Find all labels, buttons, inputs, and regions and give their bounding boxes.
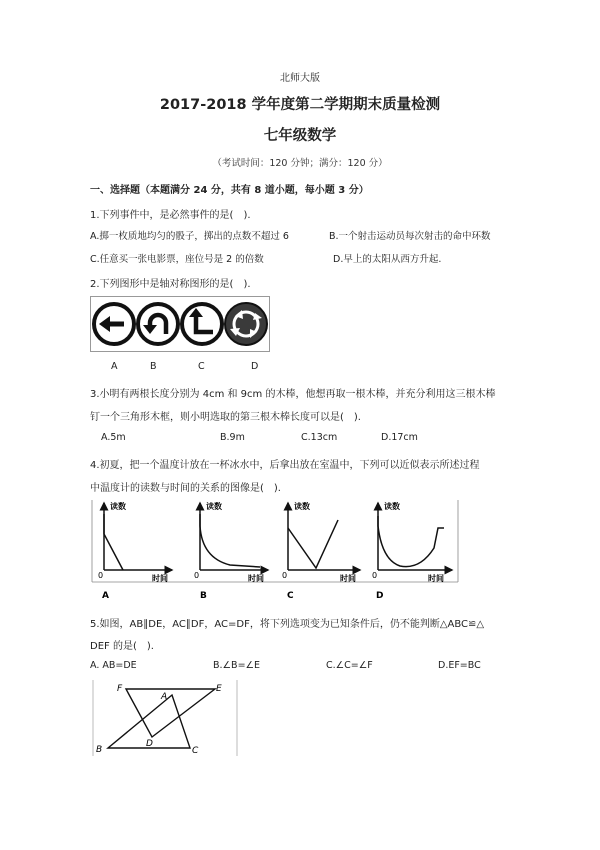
left-arrow-icon bbox=[94, 304, 134, 344]
graph-a-origin: 0 bbox=[98, 571, 104, 580]
graph-b-label: B bbox=[200, 591, 207, 601]
graph-d-label: D bbox=[376, 591, 384, 601]
graph-b-x-label: 时间 bbox=[248, 574, 264, 583]
q2-figure bbox=[90, 296, 270, 352]
q2-label-b: B bbox=[150, 361, 157, 372]
point-a-label: A bbox=[161, 692, 168, 702]
q2-label-c: C bbox=[198, 361, 205, 372]
graph-b-y-label: 读数 bbox=[206, 502, 222, 511]
graph-a-x-label: 时间 bbox=[152, 574, 168, 583]
graph-d-origin: 0 bbox=[372, 571, 378, 580]
graph-c-label: C bbox=[287, 591, 294, 601]
u-turn-icon bbox=[138, 304, 178, 344]
roundabout-icon bbox=[225, 303, 267, 345]
q4-graphs bbox=[90, 498, 460, 602]
graph-c bbox=[282, 501, 360, 601]
graph-c-x-label: 时间 bbox=[340, 574, 356, 583]
q5-option-b: B.∠B=∠E bbox=[213, 660, 261, 671]
graph-c-y-label: 读数 bbox=[294, 502, 310, 511]
q5-figure bbox=[90, 678, 240, 758]
graph-d-y-label: 读数 bbox=[384, 502, 400, 511]
point-d-label: D bbox=[146, 739, 153, 749]
q3-option-d: D.17cm bbox=[381, 432, 418, 443]
point-c-label: C bbox=[192, 746, 199, 756]
graph-a-y-label: 读数 bbox=[110, 502, 126, 511]
point-e-label: E bbox=[216, 684, 222, 694]
q4-line2: 中温度计的读数与时间的关系的图像是( ). bbox=[90, 483, 281, 494]
edition-label: 北师大版 bbox=[280, 73, 320, 84]
graph-a-label: A bbox=[102, 591, 109, 601]
q5-line1: 5.如图，AB∥DE，AC∥DF，AC=DF，将下列选项变为已知条件后，仍不能判断△ABC≌△ bbox=[90, 619, 485, 630]
graph-b bbox=[194, 501, 268, 601]
q3-option-a: A.5m bbox=[101, 432, 126, 443]
q3-line2: 钉一个三角形木框，则小明选取的第三根木棒长度可以是( ). bbox=[90, 412, 361, 423]
turn-arrow-icon bbox=[182, 304, 222, 344]
graph-a bbox=[98, 501, 172, 601]
q5-line2: DEF 的是( ). bbox=[90, 641, 154, 652]
q5-option-c: C.∠C=∠F bbox=[326, 660, 373, 671]
q1-option-b: B.一个射击运动员每次射击的命中环数 bbox=[329, 231, 491, 242]
q1-option-a: A.掷一枚质地均匀的骰子，掷出的点数不超过 6 bbox=[90, 231, 289, 242]
graph-c-origin: 0 bbox=[282, 571, 288, 580]
graph-d bbox=[372, 501, 452, 601]
q1-stem: 1.下列事件中，是必然事件的是( ). bbox=[90, 210, 251, 221]
point-f-label: F bbox=[117, 684, 123, 694]
page-subtitle: 七年级数学 bbox=[263, 128, 337, 144]
section-heading: 一、选择题（本题满分 24 分，共有 8 道小题，每小题 3 分） bbox=[90, 185, 369, 196]
exam-info: （考试时间：120 分钟；满分：120 分） bbox=[212, 158, 388, 169]
graph-d-x-label: 时间 bbox=[428, 574, 444, 583]
q3-option-b: B.9m bbox=[220, 432, 245, 443]
q2-label-a: A bbox=[111, 361, 118, 372]
q2-stem: 2.下列图形中是轴对称图形的是( ). bbox=[90, 279, 251, 290]
q3-option-c: C.13cm bbox=[301, 432, 338, 443]
q5-option-d: D.EF=BC bbox=[438, 660, 481, 671]
q3-line1: 3.小明有两根长度分别为 4cm 和 9cm 的木棒，他想再取一根木棒，并充分利用这三根木棒 bbox=[90, 389, 496, 400]
q2-label-d: D bbox=[251, 361, 259, 372]
graph-b-origin: 0 bbox=[194, 571, 200, 580]
q4-line1: 4.初夏，把一个温度计放在一杯冰水中，后拿出放在室温中，下列可以近似表示所述过程 bbox=[90, 460, 480, 471]
point-b-label: B bbox=[96, 745, 103, 755]
q1-option-c: C.任意买一张电影票，座位号是 2 的倍数 bbox=[90, 254, 264, 265]
page-title: 2017-2018 学年度第二学期期末质量检测 bbox=[159, 97, 441, 113]
q1-option-d: D.早上的太阳从西方升起. bbox=[333, 254, 442, 265]
q5-option-a: A. AB=DE bbox=[90, 660, 137, 671]
